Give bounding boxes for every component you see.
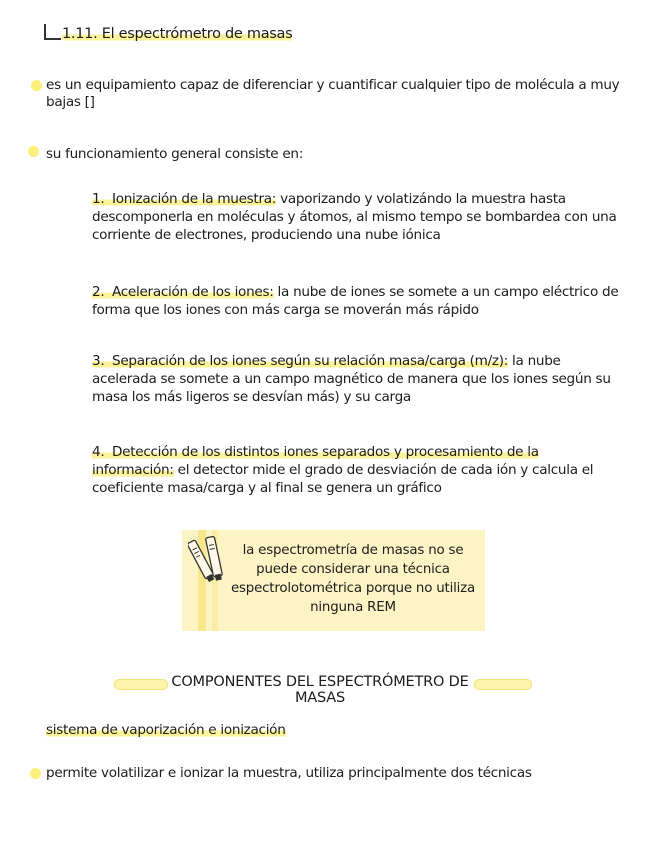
step-title-text: Aceleración de los iones:	[112, 284, 274, 300]
bullet-dot-icon	[30, 768, 41, 779]
note-text: la espectrometría de masas no se puede considerar una técnica espectrolotométrica porque no utiliza ninguna REM	[230, 543, 476, 615]
step-title	[92, 284, 274, 300]
step-title-text: Ionización de la muestra:	[112, 191, 277, 207]
step-item	[92, 283, 624, 319]
highlighter-pens-icon	[188, 534, 228, 586]
step-number: 3.	[92, 353, 105, 369]
bullet-dot-icon	[28, 146, 39, 157]
step-number: 2.	[92, 284, 105, 300]
step-number: 4.	[92, 444, 105, 460]
step-text: la nube de iones se somete a un campo eléctrico de forma que los iones con más carga se moverán más rápido	[92, 284, 619, 318]
step-title	[92, 353, 508, 369]
components-title: COMPONENTES DEL ESPECTRÓMETRO DE MASAS	[171, 674, 469, 706]
step-item	[92, 352, 624, 406]
section-title-text: 1.11. El espectrómetro de masas	[62, 26, 293, 42]
step-title	[92, 191, 276, 207]
step-title-text: Detección de los distintos iones separados y procesamiento de la información:	[92, 444, 539, 478]
divider-bar-right	[474, 679, 532, 690]
section-title	[62, 26, 292, 42]
step-title-text: Separación de los iones según su relación masa/carga (m/z):	[112, 353, 509, 369]
corner-bracket-icon	[44, 24, 61, 40]
step-item	[92, 443, 624, 497]
step-number: 1.	[92, 191, 105, 207]
step-text: la nube acelerada se somete a un campo magnético de manera que los iones según su masa los más ligeros se desvían más) y su carga	[92, 353, 611, 405]
step-text: el detector mide el grado de desviación de cada ión y calcula el coeficiente masa/carga y al final se genera un gráfico	[92, 462, 594, 496]
bullet-dot-icon	[31, 80, 42, 91]
step-text: vaporizando y volatizándo la muestra hasta descomponerla en moléculas y átomos, al mismo tempo se bombardea con una corriente de electrones, produciendo una nube iónica	[92, 191, 617, 243]
note-box	[182, 530, 485, 631]
subsection-title	[46, 722, 286, 739]
step-item	[92, 190, 624, 244]
subsection-title-text: sistema de vaporización e ionización	[46, 722, 286, 738]
general-paragraph: su funcionamiento general consiste en:	[46, 146, 304, 162]
last-bullet-paragraph: permite volatilizar e ionizar la muestra, utiliza principalmente dos técnicas	[46, 765, 532, 781]
intro-paragraph: es un equipamiento capaz de diferenciar y cuantificar cualquier tipo de molécula a muy bajas []	[46, 77, 620, 110]
